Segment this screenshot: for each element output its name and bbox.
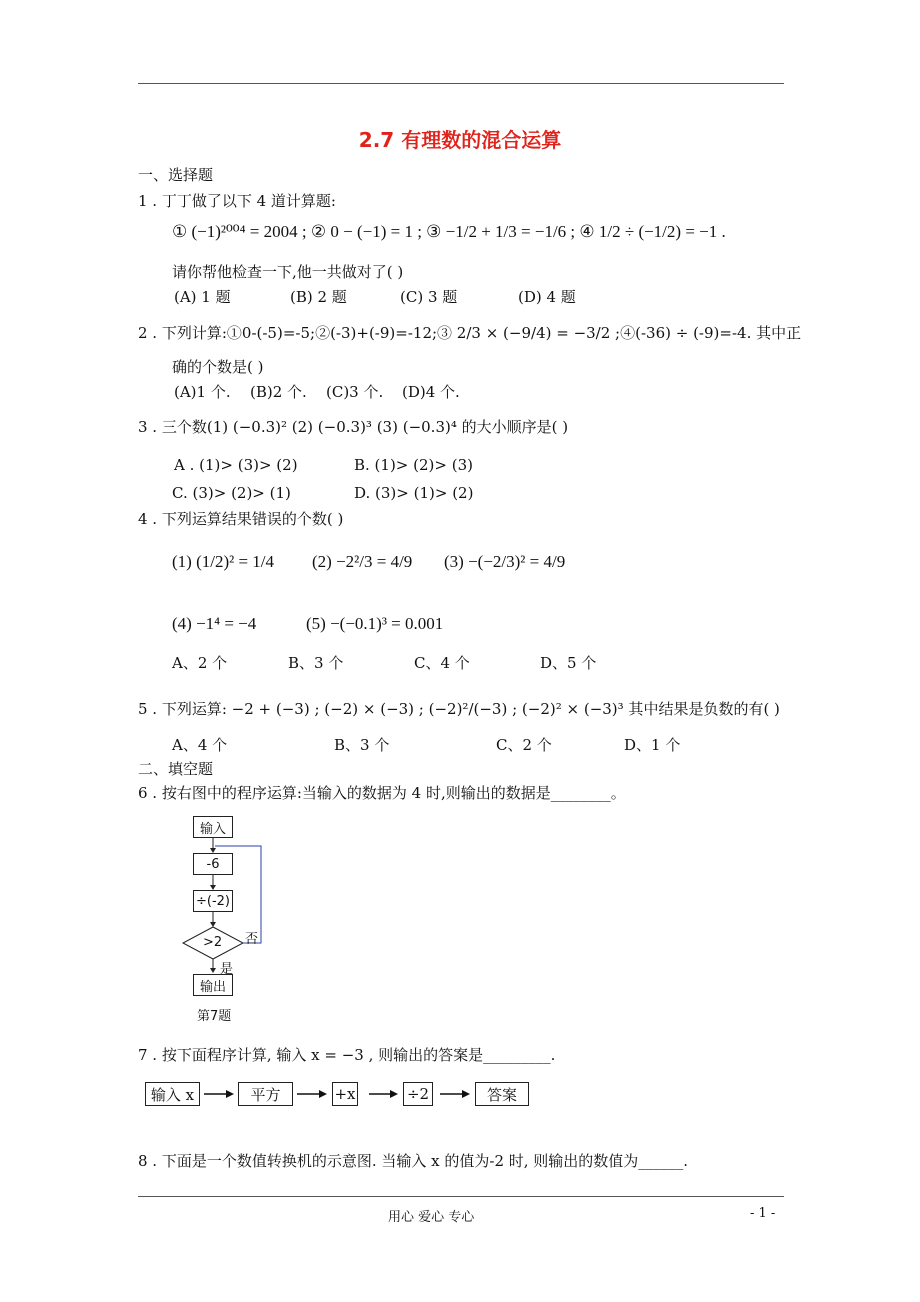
section-heading-fill: 二、填空题	[138, 760, 214, 778]
question-3-option-b: B. (1)> (2)> (3)	[354, 456, 473, 474]
page-title: 2.7 有理数的混合运算	[358, 128, 562, 152]
flow-yes-label: 是	[220, 962, 234, 977]
flow-decision-label: >2	[203, 935, 223, 950]
question-8-stem: 8 . 下面是一个数值转换机的示意图. 当输入 x 的值为-2 时, 则输出的数值为______.	[138, 1152, 689, 1170]
question-3-option-c: C. (3)> (2)> (1)	[172, 484, 291, 502]
footer-rule	[138, 1196, 784, 1197]
q7-arrows	[0, 1082, 540, 1106]
question-7-stem: 7 . 按下面程序计算, 输入 x = −3 , 则输出的答案是_________.	[138, 1046, 556, 1064]
question-3-option-a: A . (1)> (3)> (2)	[174, 456, 298, 474]
question-5-option-b: B、3 个	[334, 736, 390, 754]
flow-minus6-box: -6	[193, 853, 233, 875]
question-5-option-a: A、4 个	[172, 736, 228, 754]
question-4-item-4: (4) −1⁴ = −4	[172, 614, 257, 633]
question-4-option-d: D、5 个	[540, 654, 597, 672]
question-1-expression: ① (−1)²⁰⁰⁴ = 2004 ; ② 0 − (−1) = 1 ; ③ −1/2 + 1/3 = −1/6 ; ④ 1/2 ÷ (−1/2) = −1 .	[172, 222, 726, 241]
question-1-option-c: (C) 3 题	[400, 288, 458, 306]
question-3-option-d: D. (3)> (1)> (2)	[354, 484, 474, 502]
q7-input-box: 输入 x	[145, 1082, 200, 1106]
question-1-ask: 请你帮他检查一下,他一共做对了( )	[172, 263, 404, 281]
flow-output-box: 输出	[193, 974, 233, 996]
page-number: - 1 -	[750, 1206, 776, 1221]
question-5-option-d: D、1 个	[624, 736, 681, 754]
question-1-option-b: (B) 2 题	[290, 288, 347, 306]
flow-divide-box: ÷(-2)	[193, 890, 233, 912]
question-4-item-3: (3) −(−2/3)² = 4/9	[444, 552, 566, 571]
flow-caption: 第7题	[197, 1009, 232, 1024]
header-rule	[138, 83, 784, 84]
question-1-option-a: (A) 1 题	[174, 288, 231, 306]
question-4-item-2: (2) −2²/3 = 4/9	[312, 552, 413, 571]
question-2-option-c: (C)3 个.	[326, 383, 384, 401]
question-3-stem: 3 . 三个数(1) (−0.3)² (2) (−0.3)³ (3) (−0.3)⁴ 的大小顺序是( )	[138, 418, 569, 436]
question-2-line-2: 确的个数是( )	[172, 358, 264, 376]
question-4-option-a: A、2 个	[172, 654, 228, 672]
q7-add-x-box: +x	[332, 1082, 358, 1106]
flow-connectors	[170, 810, 280, 980]
q7-divide-box: ÷2	[403, 1082, 433, 1106]
question-2-option-a: (A)1 个.	[174, 383, 231, 401]
question-4-item-5: (5) −(−0.1)³ = 0.001	[306, 614, 444, 633]
q7-square-box: 平方	[238, 1082, 293, 1106]
question-2-option-d: (D)4 个.	[402, 383, 460, 401]
question-2-option-b: (B)2 个.	[250, 383, 307, 401]
footer-motto: 用心 爱心 专心	[388, 1210, 475, 1225]
flow-no-label: 否	[245, 932, 259, 947]
question-4-item-1: (1) (1/2)² = 1/4	[172, 552, 275, 571]
question-1-option-d: (D) 4 题	[518, 288, 576, 306]
question-2-line-1: 2 . 下列计算:①0-(-5)=-5;②(-3)+(-9)=-12;③ 2/3 × (−9/4) = −3/2 ;④(-36) ÷ (-9)=-4. 其中正	[138, 324, 802, 342]
question-4-option-c: C、4 个	[414, 654, 470, 672]
question-1-stem: 1 . 丁丁做了以下 4 道计算题:	[138, 192, 336, 210]
question-5-option-c: C、2 个	[496, 736, 552, 754]
question-4-option-b: B、3 个	[288, 654, 344, 672]
question-5-stem: 5 . 下列运算: −2 + (−3) ; (−2) × (−3) ; (−2)²/(−3) ; (−2)² × (−3)³ 其中结果是负数的有( )	[138, 700, 780, 718]
q7-answer-box: 答案	[475, 1082, 529, 1106]
question-6-stem: 6 . 按右图中的程序运算:当输入的数据为 4 时,则输出的数据是________。	[138, 784, 626, 802]
flow-input-box: 输入	[193, 816, 233, 838]
section-heading-choice: 一、选择题	[138, 166, 214, 184]
question-4-stem: 4 . 下列运算结果错误的个数( )	[138, 510, 344, 528]
